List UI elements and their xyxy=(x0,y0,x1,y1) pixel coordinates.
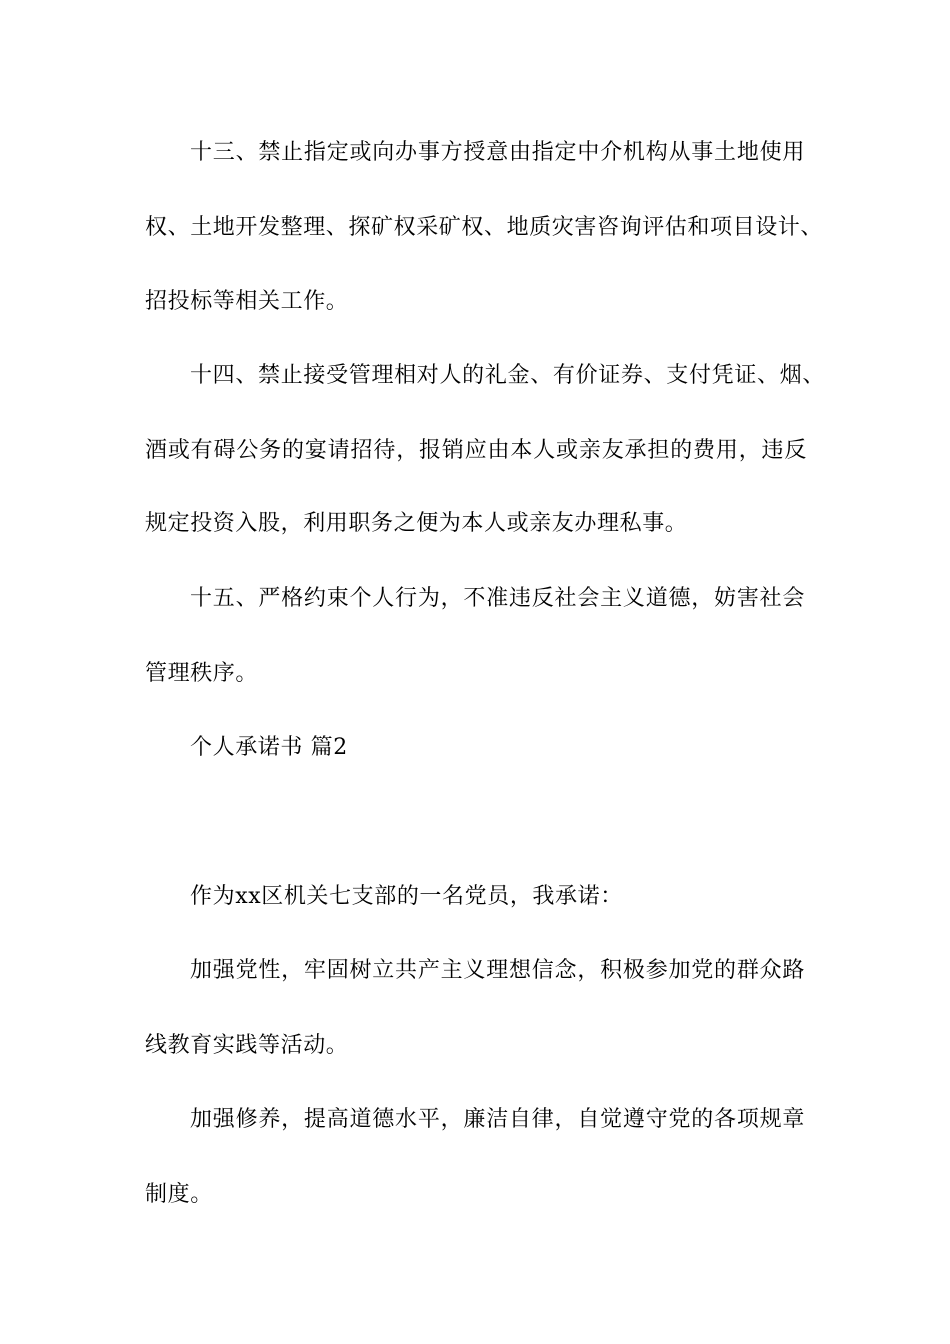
paragraph-14-line-3: 规定投资入股，利用职务之便为本人或亲友办理私事。 xyxy=(145,511,688,536)
pledge-1-line-2: 线教育实践等活动。 xyxy=(145,1033,349,1058)
paragraph-15-line-1: 十五、严格约束个人行为，不准违反社会主义道德，妨害社会 xyxy=(190,586,805,611)
pledge-2-line-1: 加强修养，提高道德水平，廉洁自律，自觉遵守党的各项规章 xyxy=(190,1107,805,1132)
pledge-2-line-2: 制度。 xyxy=(145,1182,213,1207)
paragraph-14-line-2: 酒或有碍公务的宴请招待，报销应由本人或亲友承担的费用，违反 xyxy=(145,438,807,463)
pledge-1-line-1: 加强党性，牢固树立共产主义理想信念，积极参加党的群众路 xyxy=(190,958,805,983)
pledge-intro: 作为xx区机关七支部的一名党员，我承诺： xyxy=(190,884,623,909)
paragraph-13-line-3: 招投标等相关工作。 xyxy=(145,289,349,314)
paragraph-13-line-1: 十三、禁止指定或向办事方授意由指定中介机构从事土地使用 xyxy=(190,140,805,165)
paragraph-14-line-1: 十四、禁止接受管理相对人的礼金、有价证券、支付凭证、烟、 xyxy=(190,363,825,388)
paragraph-15-line-2: 管理秩序。 xyxy=(145,661,259,686)
section-heading: 个人承诺书 篇2 xyxy=(190,735,348,760)
paragraph-13-line-2: 权、土地开发整理、探矿权采矿权、地质灾害咨询评估和项目设计、 xyxy=(145,215,824,240)
